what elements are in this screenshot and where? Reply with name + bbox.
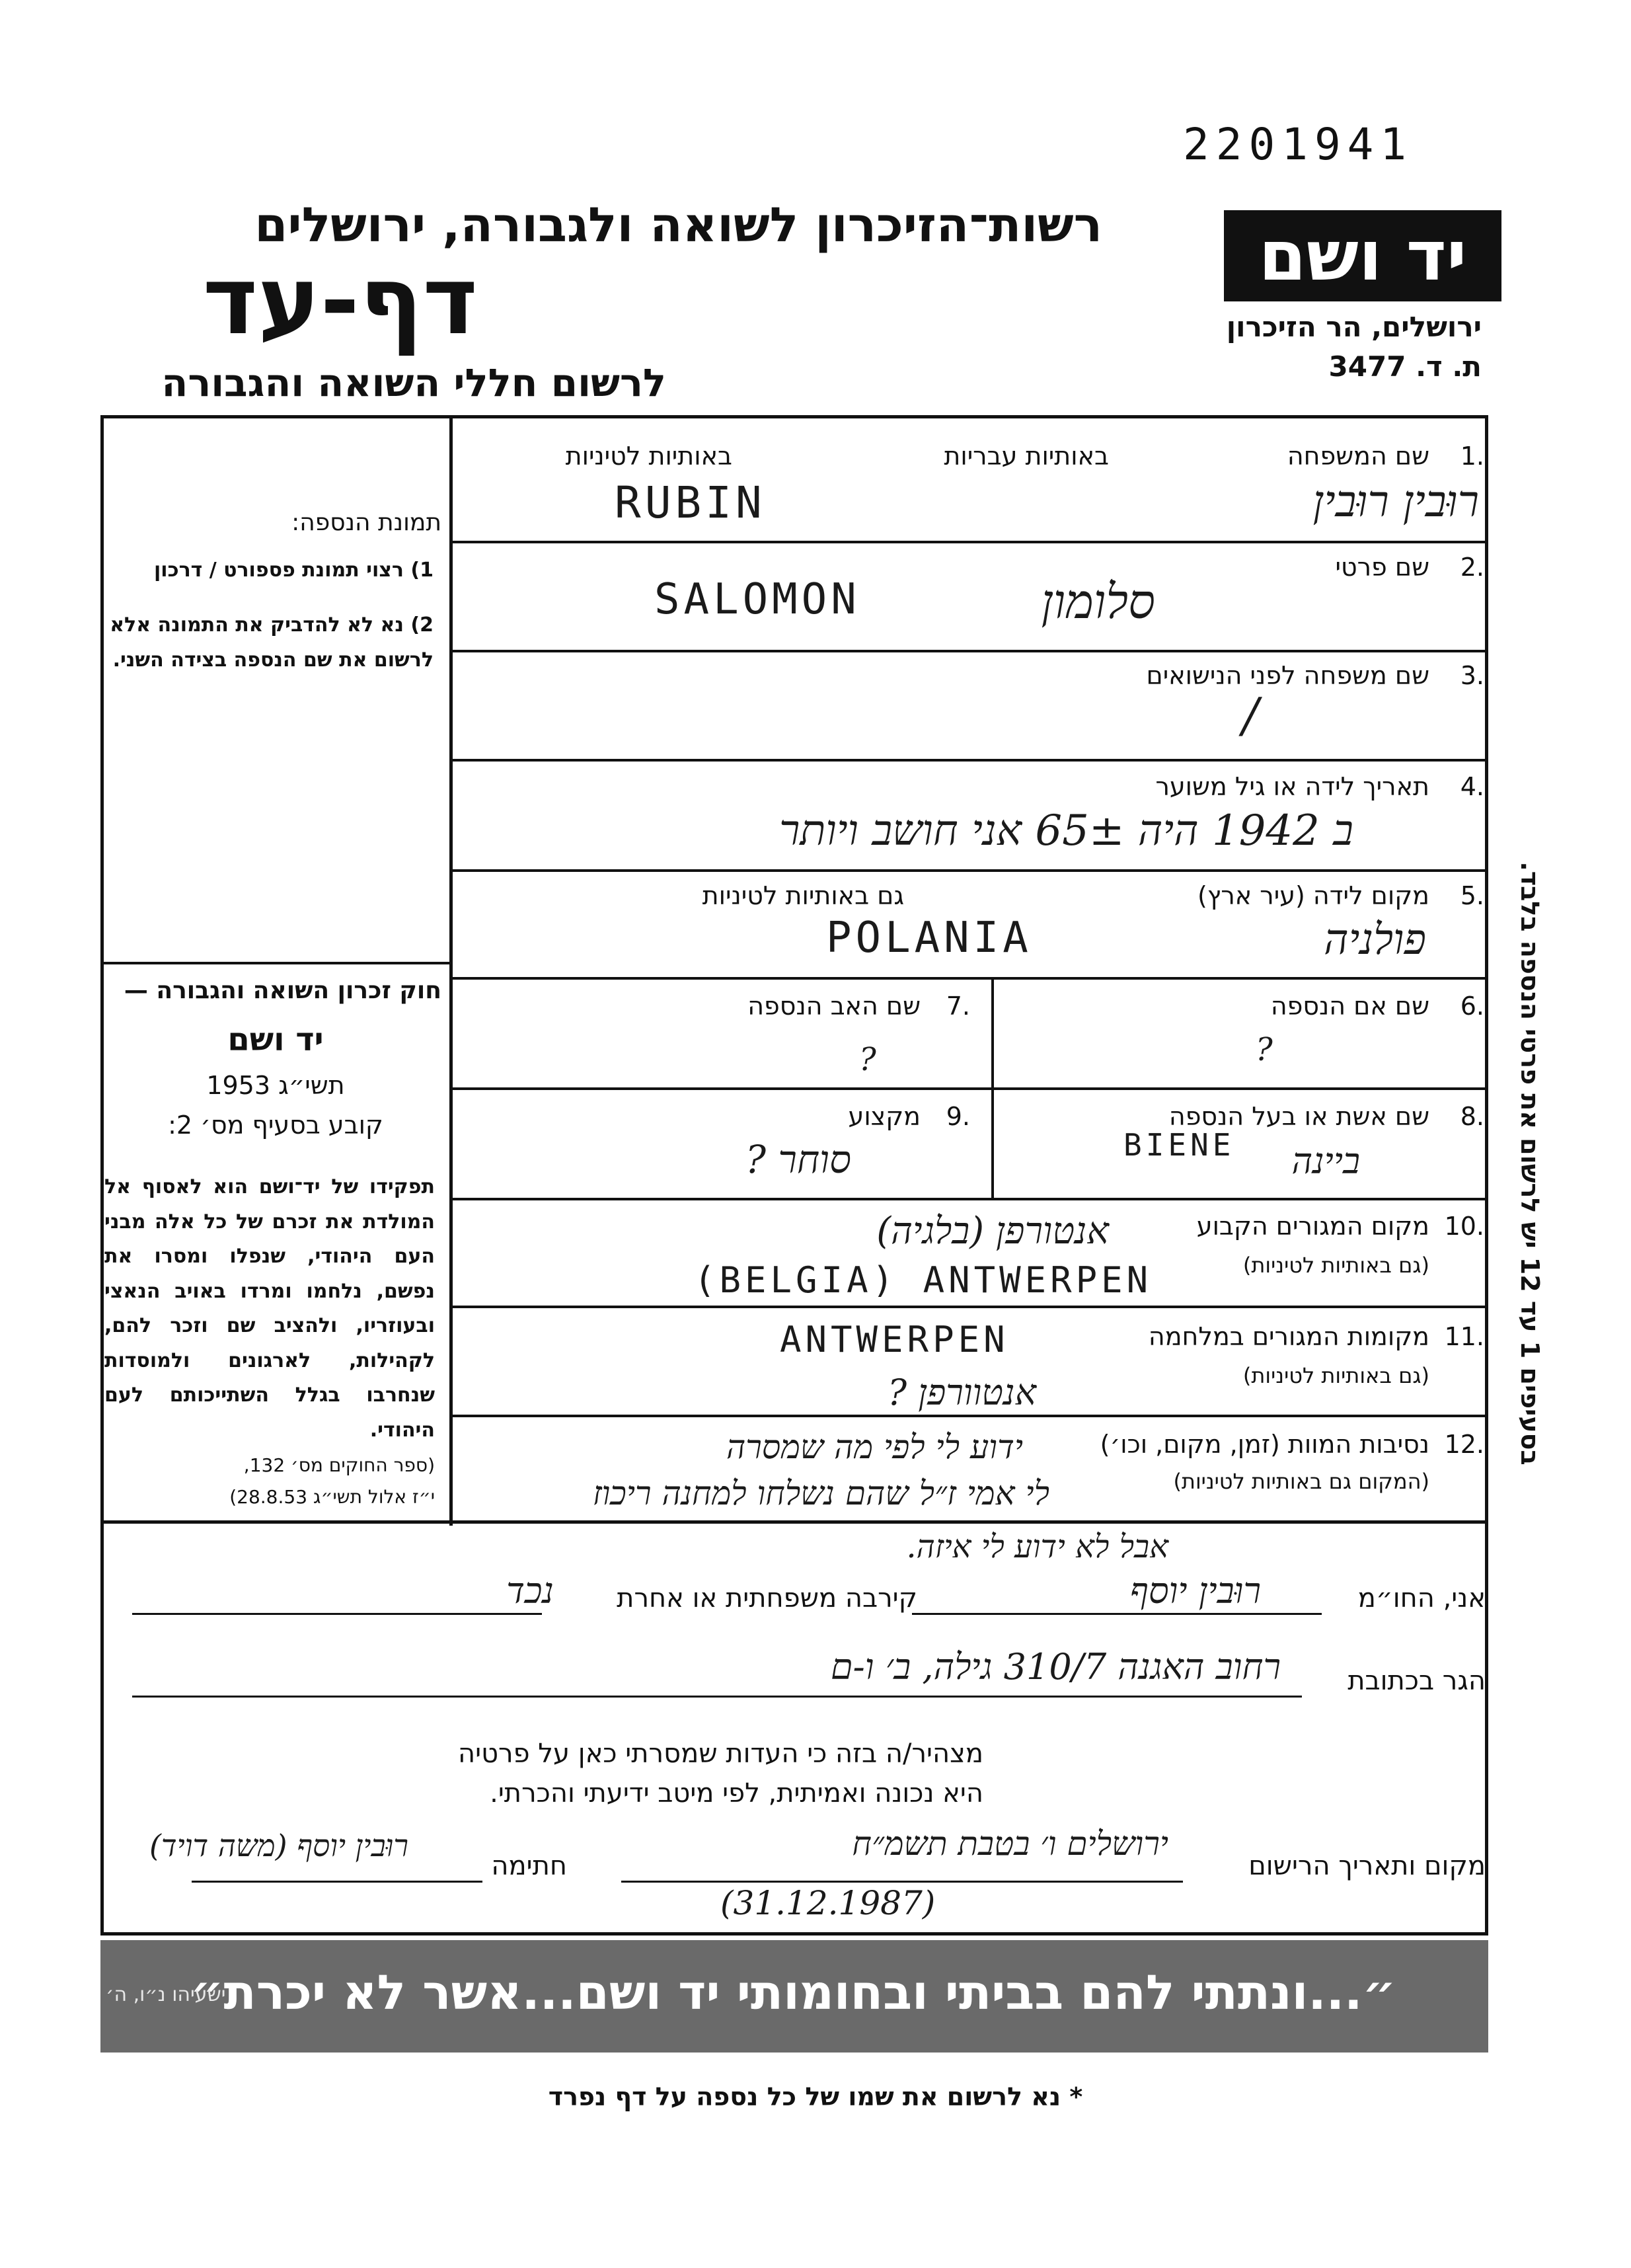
signature: רוּבין יוסף (משה דויד) — [149, 1828, 408, 1863]
witness-name: רוּבין יוסף — [1129, 1570, 1261, 1612]
field-6-value: ? — [1256, 1031, 1273, 1068]
law-year: תשי״ג 1953 — [206, 1071, 345, 1100]
law-name: יד ושם — [227, 1021, 324, 1058]
field-8-number: 8. — [1460, 1102, 1484, 1131]
field-5-hebrew-value: פולניה — [1324, 916, 1426, 964]
verse-source: ישעיהו נ״ו, ה׳ — [106, 1983, 226, 2006]
row-divider — [453, 869, 1488, 872]
field-11-label: מקומות המגורים במלחמה — [1148, 1322, 1429, 1351]
field-3-label: שם משפחה לפני הנישואים — [1146, 661, 1429, 690]
section-divider — [100, 1520, 1488, 1524]
field-10-number: 10. — [1444, 1212, 1484, 1241]
law-section: קובע בסעיף מס׳ 2: — [168, 1111, 383, 1140]
witness-label: אני, החו״מ — [1357, 1583, 1486, 1614]
field-12-number: 12. — [1444, 1430, 1484, 1459]
law-box-divider — [100, 962, 451, 964]
signature-line — [192, 1881, 482, 1883]
signature-label: חתימה — [491, 1851, 567, 1881]
field-2-label: שם פרטי — [1335, 553, 1429, 582]
cell-divider — [991, 977, 994, 1087]
field-1-hebrew-value: רוּבין רוּבין — [1312, 476, 1479, 527]
field-9-value: סוחר ? — [745, 1137, 851, 1182]
row-divider — [453, 1306, 1488, 1308]
field-8-latin-value: BIENE — [1123, 1127, 1235, 1163]
field-2-hebrew-value: סלומון — [1041, 574, 1155, 629]
org-title: רשות־הזיכרון לשואה ולגבורה, ירושלים — [254, 197, 1102, 253]
side-note — [1510, 800, 1550, 1527]
place-date-label: מקום ותאריך הרישום — [1248, 1851, 1486, 1881]
field-7-number: 7. — [946, 992, 970, 1021]
field-10-label: מקום המגורים הקבוע — [1196, 1212, 1429, 1241]
field-5-number: 5. — [1460, 881, 1484, 910]
field-6-label: שם אם הנספה — [1270, 992, 1429, 1021]
statement-line2: היא נכונה ואמיתית, לפי מיטב ידיעתי והכרתי. — [490, 1778, 983, 1809]
field-12-value-line2: לי אמי ז״ל שהם נשלחו למחנה ריכוז — [592, 1474, 1049, 1512]
document-number: 2201941 — [1183, 119, 1414, 170]
relation-label: קירבה משפחתית או אחרת — [617, 1583, 917, 1614]
row-divider — [453, 759, 1488, 762]
field-3-number: 3. — [1460, 661, 1484, 690]
row-divider — [453, 977, 1488, 980]
relation-value: נכד — [506, 1570, 554, 1612]
field-10-sublabel: (גם באותיות לטיניות) — [1242, 1253, 1429, 1278]
photo-title: תמונת הנספה: — [291, 509, 441, 536]
row-divider — [453, 1198, 1488, 1200]
field-11-sublabel: (גם באותיות לטיניות) — [1242, 1363, 1429, 1388]
field-11-hebrew-value: אנטוורפן ? — [888, 1372, 1036, 1413]
field-4-label: תאריך לידה או גיל משוער — [1155, 772, 1429, 801]
field-2-latin-value: SALOMON — [654, 575, 860, 624]
column-divider — [449, 415, 453, 1526]
field-1-label: שם המשפחה — [1287, 442, 1429, 471]
footer-note: * נא לרשום את שמו של כל נספה על דף נפרד — [548, 2082, 1083, 2111]
field-5-label: מקום לידה (עיר ארץ) — [1197, 881, 1429, 910]
address-label: הגר בכתובת — [1347, 1666, 1486, 1696]
field-4-value: ב 1942 היה 65± אני חושב ויותר — [778, 806, 1353, 855]
address-value: רחוב האגנה 310/7 גילה, ב׳ ו-ם — [830, 1646, 1281, 1688]
address-line — [132, 1696, 1302, 1698]
field-1-hebrew-label: באותיות עבריות — [944, 442, 1109, 471]
field-1-number: 1. — [1460, 442, 1484, 471]
law-text: תפקידו של יד־ושם הוא לאסוף אל המולדת את זכרם של כל אלה מבני העם היהודי, שנפלו ומסרו את נפשם, נלחמו ומרדו באויב הנאצי ובעוזריו, ולהציב שם וזכר להם, לקהילות, לארגונים ולמוסדות שנחרבו בגלל השתייכותם לעם היהודי. — [104, 1175, 435, 1442]
field-8-hebrew-value: ביינה — [1291, 1140, 1360, 1182]
page-title: דף-עד — [202, 247, 478, 356]
cell-divider — [991, 1087, 994, 1198]
law-reference-date: י״ז אלול תשי״ג 28.8.53) — [229, 1486, 435, 1508]
field-7-label: שם האב הנספה — [747, 992, 921, 1021]
yad-vashem-logo: יד ושם — [1224, 210, 1501, 301]
row-divider — [453, 1415, 1488, 1417]
field-10-latin-value: (BELGIA) ANTWERPEN — [694, 1259, 1153, 1301]
logo-address: ירושלים, הר הזיכרון — [1226, 311, 1482, 343]
field-12-value-line1: ידוע לי לפי מה שמסרה — [726, 1428, 1023, 1466]
side-note-text: בסעיפים 1 עד 12 יש לרשום את פרטי הנספה בלבד. — [1515, 861, 1544, 1466]
law-reference: (ספר החוקים מס׳ 132, — [243, 1454, 435, 1476]
field-3-value: / — [1242, 687, 1259, 743]
field-11-number: 11. — [1444, 1322, 1484, 1351]
page-subtitle: לרשום חללי השואה והגבורה — [161, 360, 666, 405]
field-12-label: נסיבות המוות (זמן, מקום, וכו׳) — [1100, 1430, 1429, 1459]
field-11-latin-value: ANTWERPEN — [780, 1319, 1009, 1360]
verse-quote: ״...ונתתי להם בביתי ובחומותי יד ושם...אשר לא יכרת״ — [190, 1965, 1396, 2020]
statement-line1: מצהיר/ה בזה כי העדות שמסרתי כאן על פרטיה — [458, 1739, 983, 1769]
place-date-value: ירושלים ו׳ בטבת תשמ״ח — [852, 1824, 1168, 1863]
field-7-value: ? — [859, 1041, 876, 1078]
field-12-sublabel: (המקום גם באותיות לטיניות) — [1173, 1469, 1429, 1494]
field-6-number: 6. — [1460, 992, 1484, 1021]
row-divider — [453, 1087, 1488, 1090]
row-divider — [453, 541, 1488, 543]
field-4-number: 4. — [1460, 772, 1484, 801]
law-title: חוק זכרון השואה והגבורה — — [124, 977, 441, 1004]
field-1-latin-label: באותיות לטיניות — [565, 442, 732, 471]
field-10-hebrew-value: אנטורפן (בלגיה) — [876, 1210, 1109, 1253]
place-date-line — [621, 1881, 1183, 1883]
field-9-label: מקצוע — [848, 1102, 921, 1131]
field-2-number: 2. — [1460, 553, 1484, 582]
field-12-value-line3: אבל לא ידוע לי איזה. — [906, 1528, 1168, 1565]
photo-note-no-glue: 2) נא לא להדביק את התמונה אלא לרשום את שם הנספה בצידה השני. — [110, 613, 434, 672]
photo-note-passport: 1) רצוי תמונת פספורט / דרכון — [153, 559, 434, 582]
relation-line — [132, 1613, 542, 1615]
field-9-number: 9. — [946, 1102, 970, 1131]
date-value: (31.12.1987) — [720, 1884, 936, 1922]
field-1-latin-value: RUBIN — [615, 477, 766, 528]
logo-pobox: ת. ד. 3477 — [1328, 350, 1482, 383]
field-5-latin-label: גם באותיות לטיניות — [702, 881, 904, 910]
row-divider — [453, 650, 1488, 652]
witness-line — [912, 1613, 1322, 1615]
field-8-label: שם אשת או בעל הנספה — [1168, 1102, 1429, 1131]
field-5-latin-value: POLANIA — [826, 914, 1032, 962]
